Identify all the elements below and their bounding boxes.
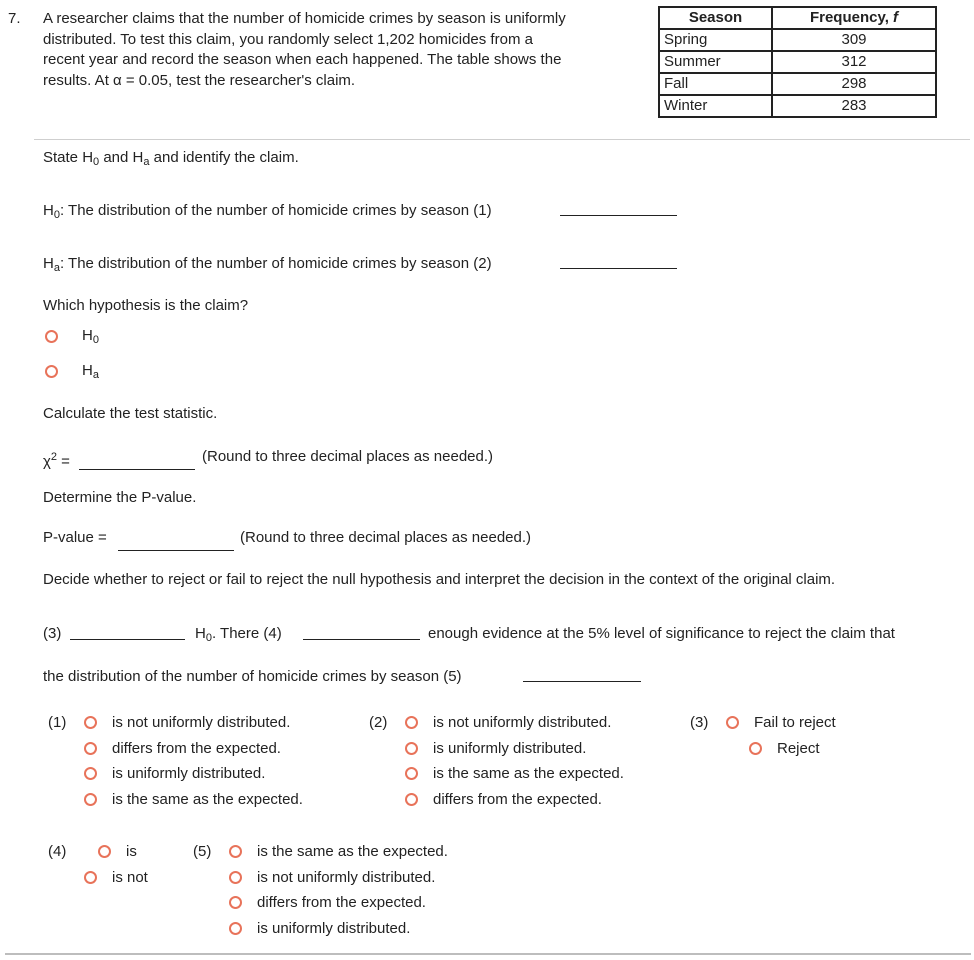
radio-g3-1[interactable] xyxy=(749,742,762,755)
table-row xyxy=(659,29,936,51)
season-cell: Summer xyxy=(659,51,772,73)
ha-sub: a xyxy=(53,262,60,274)
state-sub-0: 0 xyxy=(93,156,100,168)
blank-1[interactable] xyxy=(560,215,677,216)
problem-line-4: results. At α = 0.05, test the researcher's claim. xyxy=(43,71,356,89)
option-g4-1-label: is not xyxy=(112,869,148,886)
frequency-cell: 312 xyxy=(772,51,936,73)
table-row xyxy=(659,95,936,117)
state-text-b: and H xyxy=(99,149,144,166)
blank-3[interactable] xyxy=(70,639,185,640)
frequency-table xyxy=(658,6,937,118)
chi-symbol: χ xyxy=(43,453,51,470)
claim-opt2-letter: H xyxy=(82,362,93,379)
decide-h0-letter: H xyxy=(195,625,206,642)
frequency-cell: 309 xyxy=(772,29,936,51)
radio-g4-1[interactable] xyxy=(84,871,97,884)
radio-g2-3[interactable] xyxy=(405,793,418,806)
radio-g1-2[interactable] xyxy=(84,767,97,780)
decide-line2-text: the distribution of the number of homicide crimes by season (5) xyxy=(43,668,462,685)
h0-sub: 0 xyxy=(53,209,60,221)
radio-g2-2[interactable] xyxy=(405,767,418,780)
radio-g5-1[interactable] xyxy=(229,871,242,884)
frequency-cell: 298 xyxy=(772,73,936,95)
problem-line-1: A researcher claims that the number of homicide crimes by season is uniformly xyxy=(43,10,566,27)
option-g4-0-label: is xyxy=(126,843,137,860)
season-cell: Winter xyxy=(659,95,772,117)
table-row xyxy=(659,73,936,95)
option-g5-2-label: differs from the expected. xyxy=(257,894,426,911)
radio-claim-ha[interactable] xyxy=(45,365,58,378)
ha-text: : The distribution of the number of homicide crimes by season (2) xyxy=(59,255,492,272)
null-hypothesis-statement xyxy=(43,202,492,221)
blank-4[interactable] xyxy=(303,639,420,640)
radio-g5-0[interactable] xyxy=(229,845,242,858)
chi-square-round-note: (Round to three decimal places as needed.) xyxy=(202,448,494,465)
blank-3-label: (3) xyxy=(43,625,62,642)
radio-g5-2[interactable] xyxy=(229,896,242,909)
bottom-divider xyxy=(5,953,971,955)
table-header-row xyxy=(659,7,936,29)
decide-h0-sub: 0 xyxy=(205,632,212,644)
claim-option-ha xyxy=(82,362,99,381)
option-group-5-label: (5) xyxy=(193,843,212,860)
header-season: Season xyxy=(659,7,772,29)
blank-2[interactable] xyxy=(560,268,677,269)
option-group-2-label: (2) xyxy=(369,714,388,731)
option-group-3-label: (3) xyxy=(690,714,709,731)
decide-h0-text xyxy=(195,625,282,644)
option-g1-3-label: is the same as the expected. xyxy=(112,791,303,808)
radio-g5-3[interactable] xyxy=(229,922,242,935)
chi-equals: = xyxy=(57,453,70,470)
radio-g4-0[interactable] xyxy=(98,845,111,858)
option-g2-2-label: is the same as the expected. xyxy=(433,765,624,782)
chi-square-label xyxy=(43,448,70,471)
h0-letter: H xyxy=(43,202,54,219)
blank-5[interactable] xyxy=(523,681,641,682)
decide-prompt: Decide whether to reject or fail to reject the null hypothesis and interpret the decision in the context of the original claim. xyxy=(43,571,836,588)
decide-end-text: enough evidence at the 5% level of significance to reject the claim that xyxy=(428,625,895,642)
radio-g3-0[interactable] xyxy=(726,716,739,729)
option-group-1-label: (1) xyxy=(48,714,67,731)
claim-opt2-sub: a xyxy=(92,369,99,381)
claim-opt1-sub: 0 xyxy=(92,334,99,346)
section-divider xyxy=(34,139,970,140)
pvalue-round-note: (Round to three decimal places as needed.) xyxy=(240,529,532,546)
chi-sup: 2 xyxy=(50,451,57,463)
state-text-c: and identify the claim. xyxy=(149,149,299,166)
ha-letter: H xyxy=(43,255,54,272)
option-g5-0-label: is the same as the expected. xyxy=(257,843,448,860)
table-row xyxy=(659,51,936,73)
pvalue-label: P-value = xyxy=(43,529,107,546)
radio-g1-1[interactable] xyxy=(84,742,97,755)
decide-mid-text: . There (4) xyxy=(211,625,282,642)
alt-hypothesis-statement xyxy=(43,255,492,274)
radio-g2-0[interactable] xyxy=(405,716,418,729)
option-g1-1-label: differs from the expected. xyxy=(112,740,281,757)
problem-number: 7. xyxy=(8,10,21,27)
option-g2-0-label: is not uniformly distributed. xyxy=(433,714,612,731)
option-group-4-label: (4) xyxy=(48,843,67,860)
radio-g2-1[interactable] xyxy=(405,742,418,755)
pvalue-prompt: Determine the P-value. xyxy=(43,489,197,506)
radio-g1-3[interactable] xyxy=(84,793,97,806)
season-cell: Fall xyxy=(659,73,772,95)
option-g3-0-label: Fail to reject xyxy=(754,714,836,731)
chi-square-input[interactable] xyxy=(79,469,195,470)
header-frequency-label: Frequency, xyxy=(809,9,889,26)
frequency-cell: 283 xyxy=(772,95,936,117)
option-g2-3-label: differs from the expected. xyxy=(433,791,602,808)
option-g5-1-label: is not uniformly distributed. xyxy=(257,869,436,886)
state-sub-a: a xyxy=(143,156,150,168)
option-g1-0-label: is not uniformly distributed. xyxy=(112,714,291,731)
problem-line-2: distributed. To test this claim, you randomly select 1,202 homicides from a xyxy=(43,30,533,48)
option-g5-3-label: is uniformly distributed. xyxy=(257,920,411,937)
radio-g1-0[interactable] xyxy=(84,716,97,729)
claim-opt1-letter: H xyxy=(82,327,93,344)
state-hypotheses-prompt xyxy=(43,149,299,168)
header-frequency xyxy=(772,7,936,29)
claim-question: Which hypothesis is the claim? xyxy=(43,297,249,314)
h0-text: : The distribution of the number of homicide crimes by season (1) xyxy=(59,202,492,219)
option-g3-1-label: Reject xyxy=(777,740,820,757)
header-frequency-var: f xyxy=(893,9,899,26)
state-text-a: State H xyxy=(43,149,94,166)
claim-option-h0 xyxy=(82,327,99,346)
radio-claim-h0[interactable] xyxy=(45,330,58,343)
season-cell: Spring xyxy=(659,29,772,51)
option-g1-2-label: is uniformly distributed. xyxy=(112,765,266,782)
problem-line-3: recent year and record the season when each happened. The table shows the xyxy=(43,51,562,68)
option-g2-1-label: is uniformly distributed. xyxy=(433,740,587,757)
test-statistic-prompt: Calculate the test statistic. xyxy=(43,405,218,422)
pvalue-input[interactable] xyxy=(118,550,234,551)
